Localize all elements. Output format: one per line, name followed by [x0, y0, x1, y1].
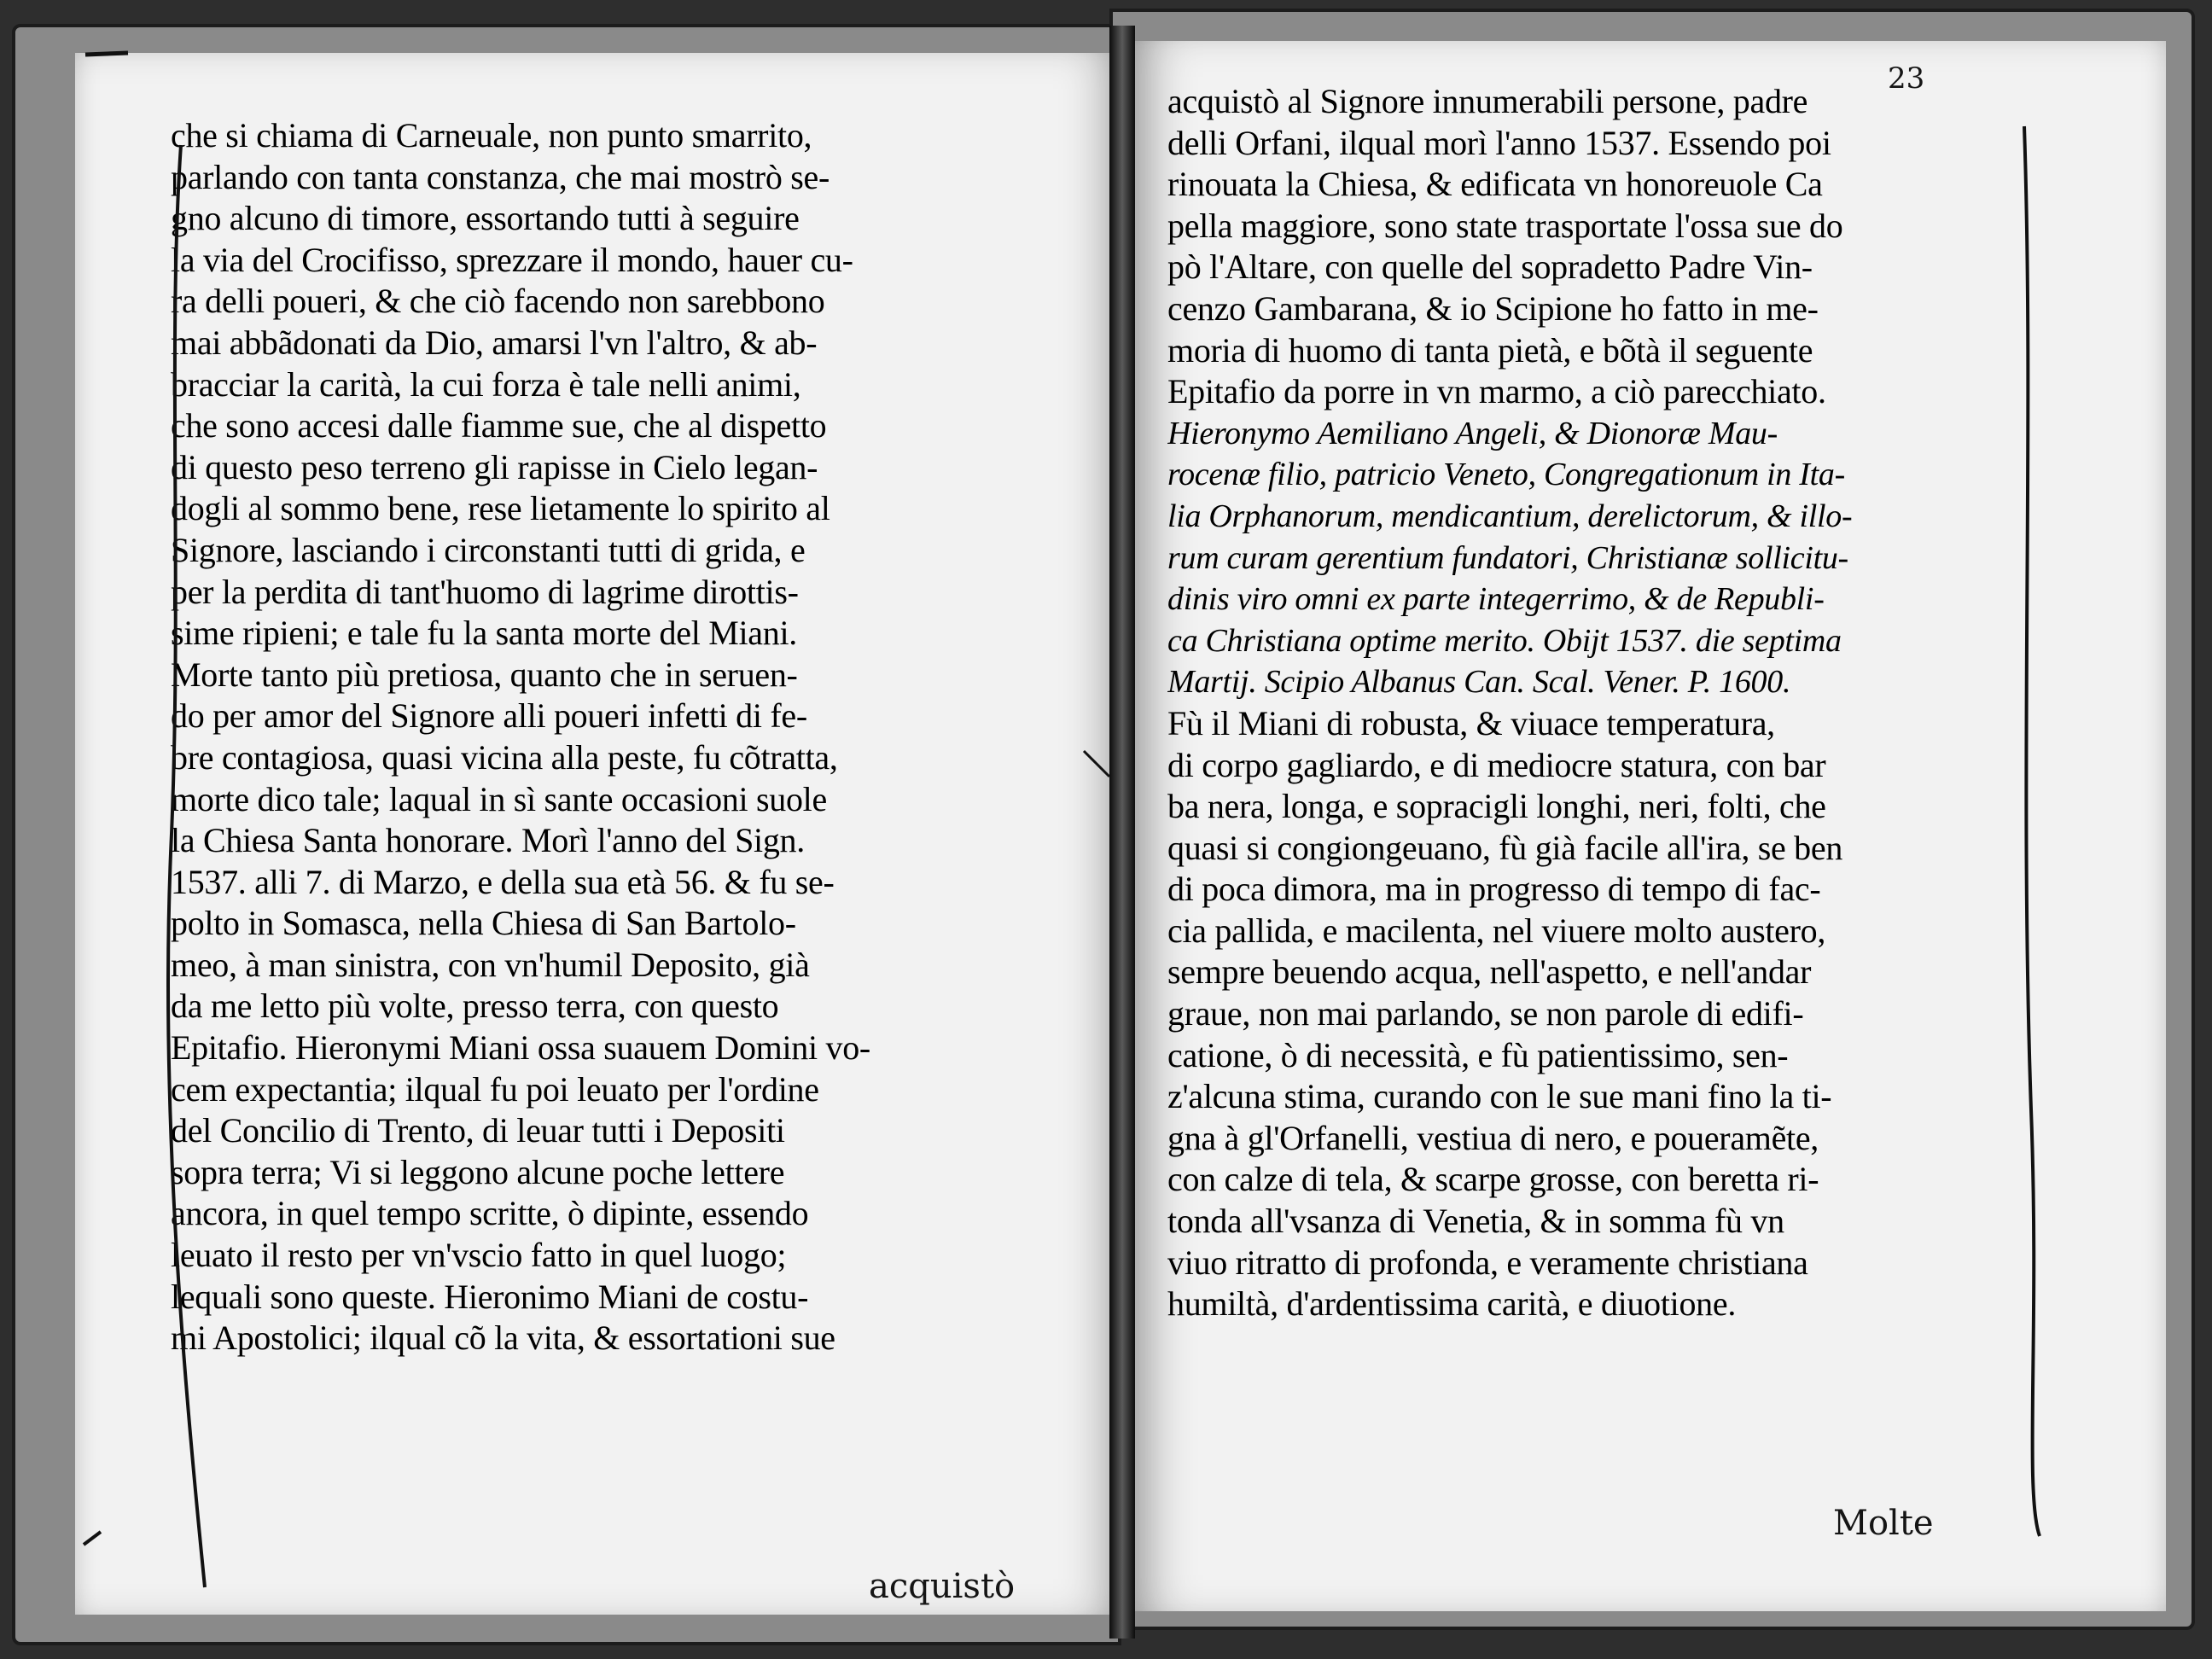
text-line: da me letto più volte, presso terra, con questo [171, 987, 779, 1026]
text-line: z'alcuna stima, curando con le sue mani fino la ti- [1167, 1077, 1832, 1116]
text-line: di questo peso terreno gli rapisse in Cielo legan- [171, 447, 818, 486]
text-line: sime ripieni; e tale fu la santa morte del Miani. [171, 614, 797, 653]
text-line: dogli al sommo bene, rese lietamente lo spirito al [171, 489, 830, 528]
text-line: lia Orphanorum, mendicantium, derelictorum, & illo- [1167, 498, 1853, 534]
text-line: rinouata la Chiesa, & edificata vn honoreuole Ca [1167, 165, 1823, 204]
text-line: acquistò al Signore innumerabili persone, padre [1167, 82, 1808, 120]
text-line: 1537. alli 7. di Marzo, e della sua età 56. & fu se- [171, 862, 835, 901]
text-line: delli Orfani, ilqual morì l'anno 1537. Essendo poi [1167, 123, 1831, 162]
text-line: di corpo gagliardo, e di mediocre statura, con bar [1167, 745, 1826, 784]
book-gutter [1109, 26, 1135, 1639]
text-line: ba nera, longa, e sopracigli longhi, neri, folti, che [1167, 787, 1826, 826]
text-line: rocenæ filio, patricio Veneto, Congregationum in Ita- [1167, 457, 1845, 493]
text-line: sopra terra; Vi si leggono alcune poche lettere [171, 1152, 785, 1191]
text-line: lequali sono queste. Hieronimo Miani de costu- [171, 1277, 809, 1316]
text-line: dinis viro omni ex parte integerrimo, & de Republi- [1167, 581, 1825, 618]
text-line: Martij. Scipio Albanus Can. Scal. Vener. P. 1600. [1167, 664, 1791, 701]
text-line: meo, à man sinistra, con vn'humil Deposito, già [171, 945, 810, 984]
text-line: mai abbãdonati da Dio, amarsi l'vn l'altro, & ab- [171, 323, 818, 362]
text-line: viuo ritratto di profonda, e veramente christiana [1167, 1243, 1808, 1282]
right-catchword: Molte [1833, 1504, 1934, 1543]
text-line: mi Apostolici; ilqual cõ la vita, & essortationi sue [171, 1318, 835, 1358]
text-line: Signore, lasciando i circonstanti tutti di grida, e [171, 530, 806, 569]
text-line: gna à gl'Orfanelli, vestiua di nero, e poueramẽte, [1167, 1118, 1819, 1157]
text-line: che si chiama di Carneuale, non punto smarrito, [171, 116, 812, 154]
text-line: con calze di tela, & scarpe grosse, con beretta ri- [1167, 1160, 1819, 1199]
text-line: parlando con tanta constanza, che mai mostrò se- [171, 157, 830, 196]
text-line: catione, ò di necessità, e fù patientissimo, sen- [1167, 1035, 1789, 1074]
text-line: polto in Somasca, nella Chiesa di San Bartolo- [171, 904, 796, 943]
text-line: gno alcuno di timore, essortando tutti à seguire [171, 199, 800, 238]
text-line: di poca dimora, ma in progresso di tempo di fac- [1167, 870, 1821, 909]
text-line: Epitafio. Hieronymi Miani ossa suauem Domini vo- [171, 1028, 870, 1068]
text-line: pella maggiore, sono state trasportate l'ossa sue do [1167, 206, 1843, 245]
text-line: pò l'Altare, con quelle del sopradetto Padre Vin- [1167, 247, 1813, 287]
text-line: bre contagiosa, quasi vicina alla peste, fu cõtratta, [171, 737, 838, 777]
text-line: cem expectantia; ilqual fu poi leuato per l'ordine [171, 1069, 819, 1109]
text-line: humiltà, d'ardentissima carità, e diuotione. [1167, 1284, 1737, 1324]
text-line: leuato il resto per vn'vscio fatto in quel luogo; [171, 1236, 787, 1275]
page-number: 23 [1888, 61, 1925, 96]
text-line: graue, non mai parlando, se non parole di edifi- [1167, 994, 1804, 1033]
text-line: che sono accesi dalle fiamme sue, che al dispetto [171, 406, 827, 445]
left-page-text [171, 115, 1075, 1359]
left-catchword: acquistò [869, 1567, 1016, 1606]
text-line: quasi si congiongeuano, fù già facile all'ira, se ben [1167, 828, 1843, 867]
right-page-text [1167, 81, 2072, 1325]
text-line: ra delli poueri, & che ciò facendo non sarebbono [171, 282, 825, 321]
text-line: ca Christiana optime merito. Obijt 1537. die septima [1167, 622, 1842, 659]
text-line: Epitafio da porre in vn marmo, a ciò parecchiato. [1167, 372, 1826, 411]
text-line: cenzo Gambarana, & io Scipione ho fatto in me- [1167, 288, 1819, 328]
text-line: bracciar la carità, la cui forza è tale nelli animi, [171, 364, 801, 404]
text-line: per la perdita di tant'huomo di lagrime dirottis- [171, 572, 799, 611]
text-line: cia pallida, e macilenta, nel viuere molto austero, [1167, 911, 1826, 950]
text-line: Hieronymo Aemiliano Angeli, & Dionoræ Mau- [1167, 415, 1778, 451]
text-line: morte dico tale; laqual in sì sante occasioni suole [171, 779, 827, 818]
text-line: la Chiesa Santa honorare. Morì l'anno del Sign. [171, 821, 805, 860]
text-line: ancora, in quel tempo scritte, ò dipinte, essendo [171, 1194, 809, 1233]
text-line: Morte tanto più pretiosa, quanto che in seruen- [171, 655, 798, 694]
text-line: Fù il Miani di robusta, & viuace temperatura, [1167, 703, 1775, 742]
text-line: del Concilio di Trento, di leuar tutti i Depositi [171, 1111, 785, 1150]
text-line: la via del Crocifisso, sprezzare il mondo, hauer cu- [171, 240, 853, 279]
text-line: sempre beuendo acqua, nell'aspetto, e nell'andar [1167, 952, 1812, 992]
text-line: tonda all'vsanza di Venetia, & in somma fù vn [1167, 1202, 1784, 1241]
text-line: moria di huomo di tanta pietà, e bõtà il seguente [1167, 330, 1813, 370]
text-line: rum curam gerentium fundatori, Christianæ sollicitu- [1167, 539, 1848, 576]
text-line: do per amor del Signore alli poueri infetti di fe- [171, 696, 807, 736]
